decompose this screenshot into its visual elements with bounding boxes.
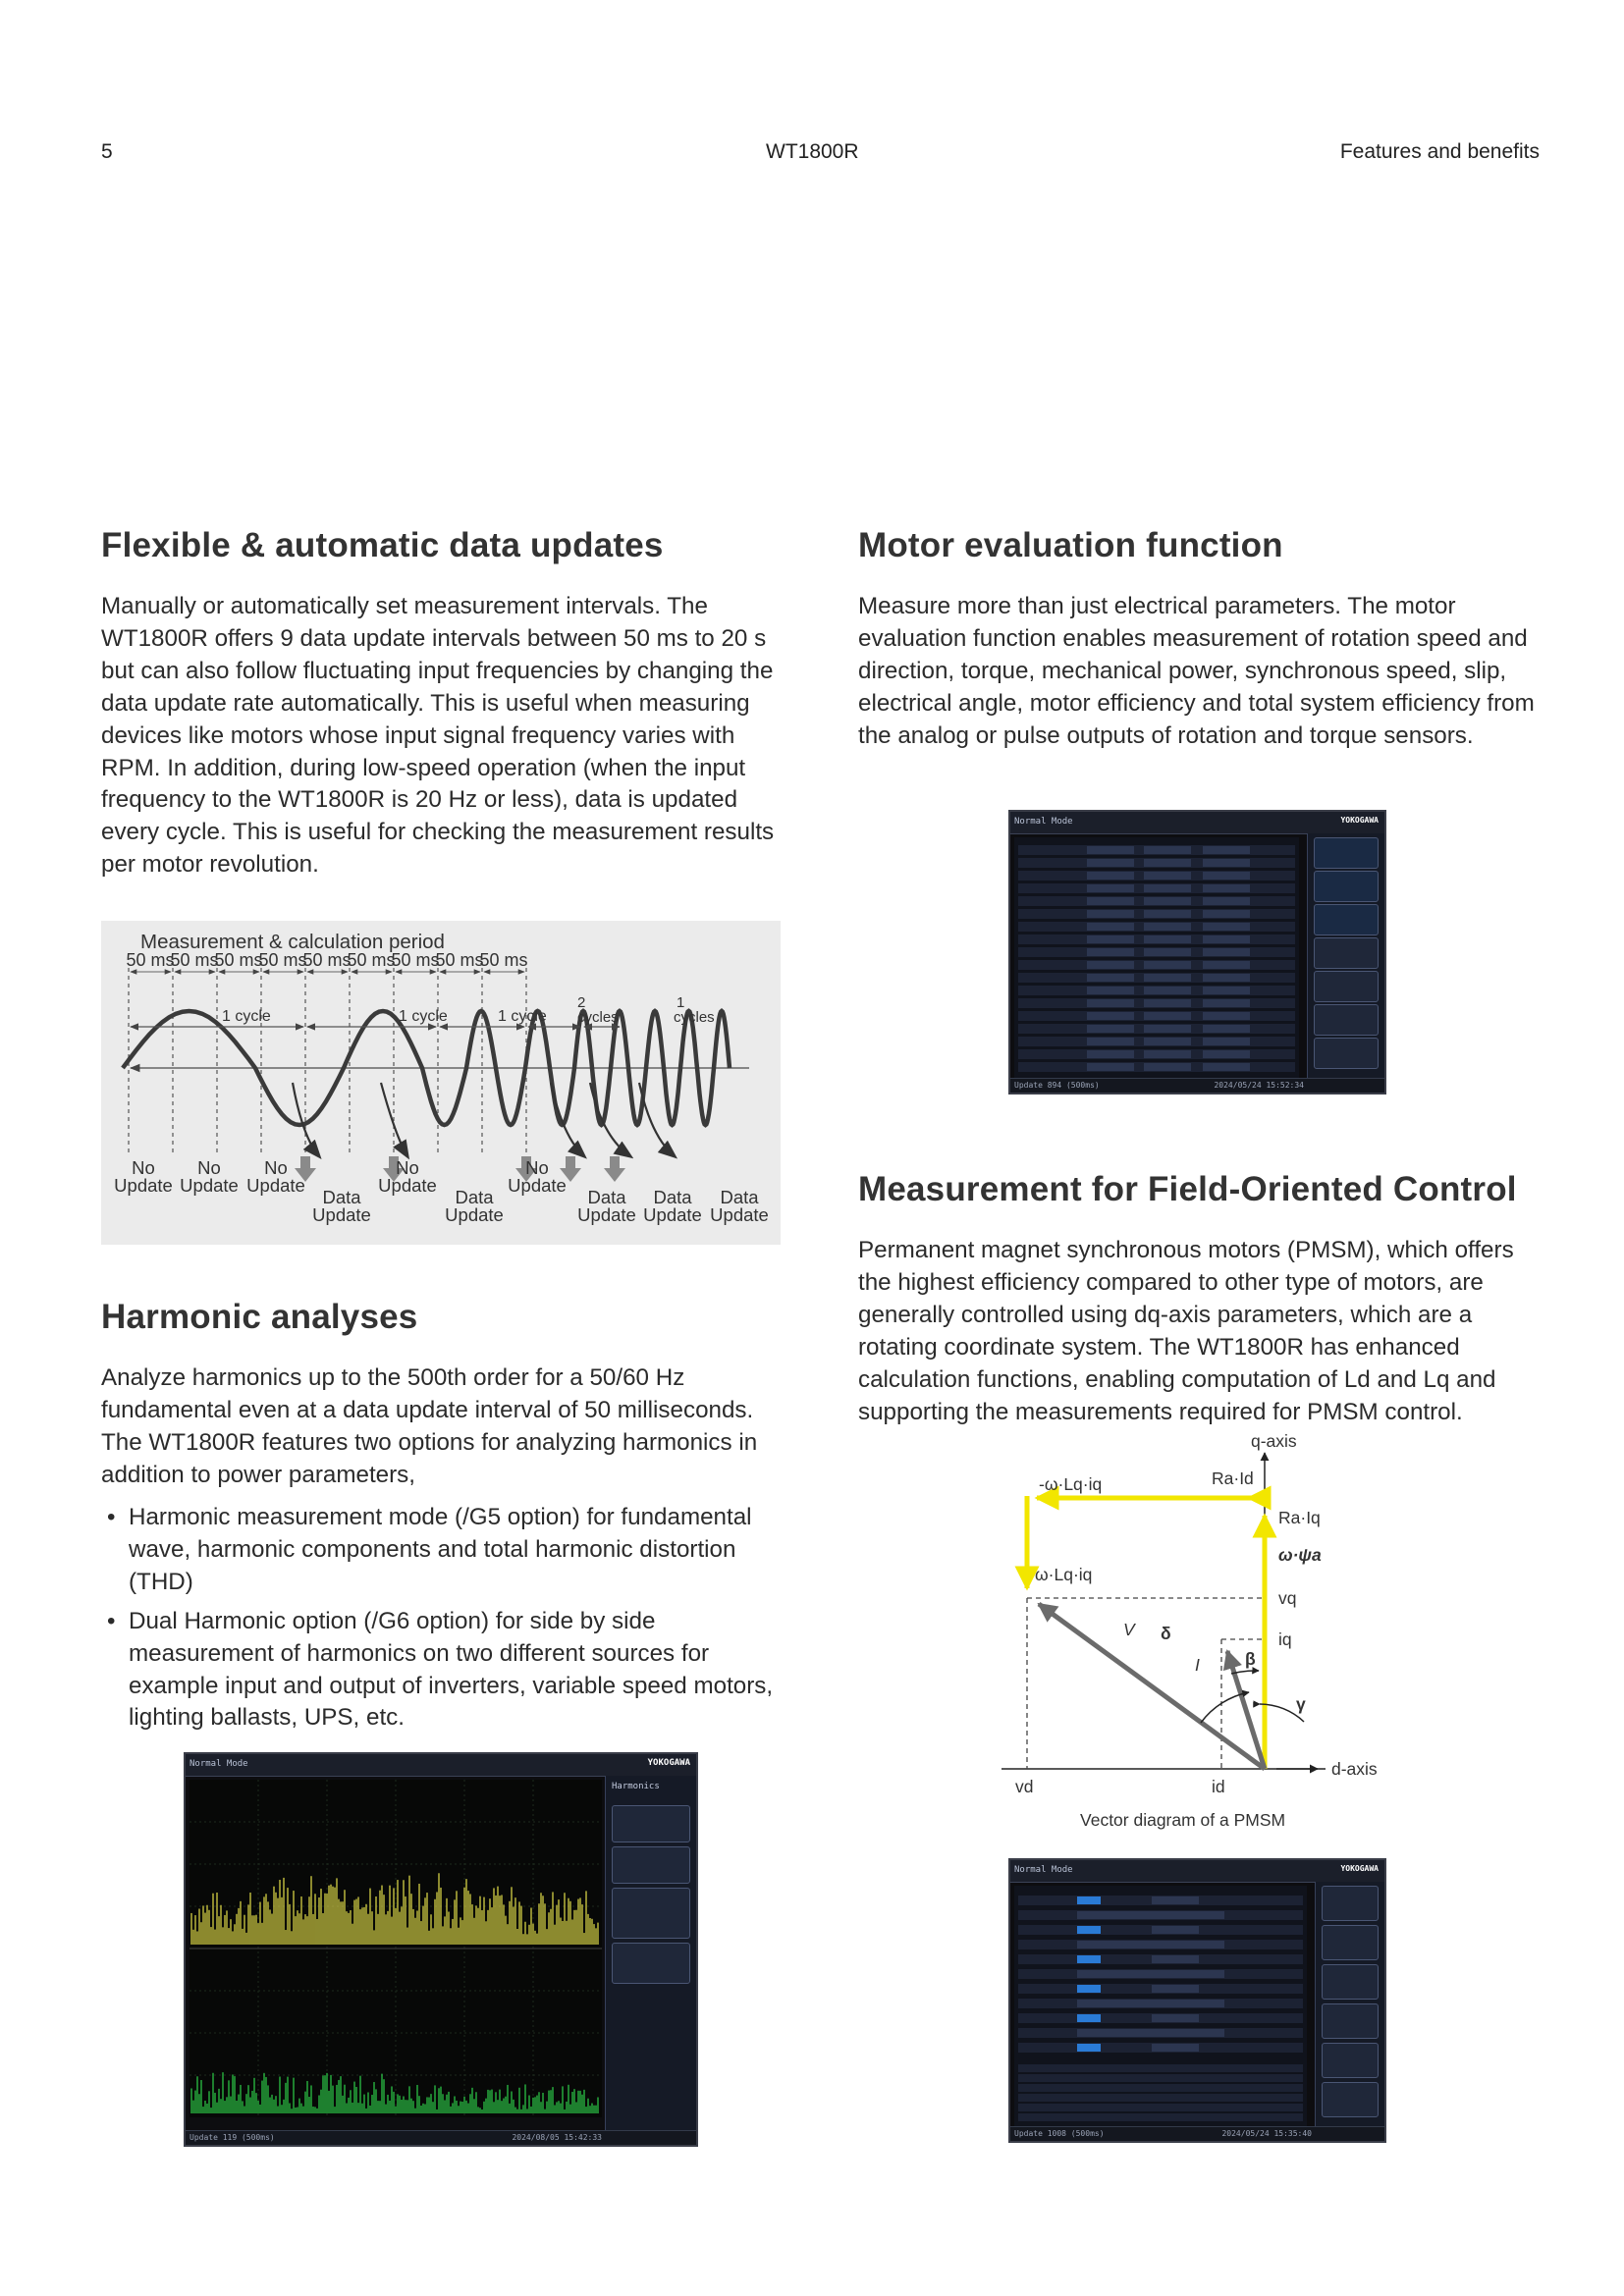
motor-setting-value[interactable] xyxy=(1087,1025,1134,1033)
interval-label: 50 ms xyxy=(302,950,352,970)
interval-label: 50 ms xyxy=(479,950,528,970)
user-function-cell[interactable] xyxy=(1152,1955,1199,1963)
motor-setting-value[interactable] xyxy=(1087,872,1134,880)
motor-element-panel[interactable] xyxy=(1314,904,1379,935)
motor-update-label: Update 894 (500ms) xyxy=(1014,1081,1100,1090)
data-update-line1: Data xyxy=(455,1187,494,1207)
motor-setting-value[interactable] xyxy=(1087,923,1134,931)
motor-setting-value[interactable] xyxy=(1203,1012,1250,1020)
no-update-line1: No xyxy=(396,1157,419,1178)
motor-screenshot xyxy=(1008,810,1386,1095)
user-function-cell[interactable] xyxy=(1077,1896,1101,1904)
motor-setting-value[interactable] xyxy=(1087,1038,1134,1045)
harmonics-menu-title: Harmonics xyxy=(612,1782,660,1791)
motor-setting-value[interactable] xyxy=(1203,872,1250,880)
user-defined-function-table xyxy=(1014,1886,1307,2127)
no-update-line1: No xyxy=(525,1157,549,1178)
motor-setting-value[interactable] xyxy=(1203,846,1250,854)
user-function-result-row xyxy=(1018,2094,1303,2102)
motor-setting-value[interactable] xyxy=(1203,961,1250,969)
harmonic-bullet-list xyxy=(101,1502,779,1741)
user-function-cell[interactable] xyxy=(1077,1926,1101,1934)
product-name: WT1800R xyxy=(766,140,859,163)
cycle-label-1: 1 cycle xyxy=(222,1008,271,1025)
motor-settings-table xyxy=(1014,837,1299,1079)
user-function-cell[interactable] xyxy=(1077,1941,1224,1949)
gamma-label: γ xyxy=(1296,1694,1306,1714)
motor-side-panel xyxy=(1307,833,1384,1079)
motor-setting-value[interactable] xyxy=(1203,935,1250,943)
motor-setting-value[interactable] xyxy=(1087,961,1134,969)
data-update-line2: Update xyxy=(445,1204,504,1225)
no-update-line2: Update xyxy=(508,1175,567,1196)
user-defined-screenshot xyxy=(1008,1858,1386,2143)
data-update-line1: Data xyxy=(322,1187,361,1207)
motor-setting-value[interactable] xyxy=(1087,1063,1134,1071)
motor-setting-value[interactable] xyxy=(1203,884,1250,892)
motor-setting-value[interactable] xyxy=(1203,948,1250,956)
motor-body: Measure more than just electrical parameters. The motor evaluation function enables measurement of rotation speed and direction, torque, mechanical power, synchronous speed, slip, electrical angle, motor efficiency and total system efficiency from the analog or pulse outputs of rotation and torque sensors. xyxy=(858,593,1535,749)
motor-setting-value[interactable] xyxy=(1087,948,1134,956)
data-update-line2: Update xyxy=(710,1204,769,1225)
motor-setting-value[interactable] xyxy=(1144,897,1191,905)
data-update-line1: Data xyxy=(653,1187,692,1207)
user-function-cell[interactable] xyxy=(1152,1896,1199,1904)
motor-setting-value[interactable] xyxy=(1144,987,1191,994)
user-function-cell[interactable] xyxy=(1077,1955,1101,1963)
motor-element-panel[interactable] xyxy=(1314,1038,1379,1069)
motor-setting-value[interactable] xyxy=(1203,1025,1250,1033)
cycles-label-1-bottom: cycles xyxy=(674,1009,715,1026)
motor-screen-brand: YOKOGAWA xyxy=(1340,816,1379,825)
thd-formula-button[interactable] xyxy=(612,1943,690,1984)
user-function-result-row xyxy=(1018,2104,1303,2111)
data-update-marker xyxy=(604,1156,625,1182)
harmonics-side-menu xyxy=(605,1776,696,2131)
user-function-result-row xyxy=(1018,2113,1303,2121)
user-defined-menu-button[interactable] xyxy=(1322,1964,1379,2000)
motor-setting-value[interactable] xyxy=(1203,910,1250,918)
ra-iq-label: Ra·Iq xyxy=(1278,1508,1321,1527)
motor-setting-value[interactable] xyxy=(1087,1050,1134,1058)
d-axis-label: d-axis xyxy=(1331,1759,1378,1779)
data-update-line1: Data xyxy=(720,1187,759,1207)
harmonics-plot-area xyxy=(189,1780,602,2117)
motor-setting-value[interactable] xyxy=(1144,872,1191,880)
user-defined-screen-brand: YOKOGAWA xyxy=(1340,1864,1379,1873)
user-function-cell[interactable] xyxy=(1152,1926,1199,1934)
harmonic-bullet-g6: • Dual Harmonic option (/G6 option) for side by side measurement of harmonics on two different sources for example input and output of inverters, variable speed motors, lighting ballasts, UPS, etc. xyxy=(101,1606,779,1735)
user-function-cell[interactable] xyxy=(1077,1970,1224,1978)
motor-setting-value[interactable] xyxy=(1087,897,1134,905)
motor-setting-value[interactable] xyxy=(1144,961,1191,969)
motor-setting-value[interactable] xyxy=(1144,846,1191,854)
user-function-cell[interactable] xyxy=(1077,2029,1224,2037)
foc-title: Measurement for Field-Oriented Control xyxy=(858,1170,1517,1208)
user-function-cell[interactable] xyxy=(1077,1911,1224,1919)
motor-element-panel[interactable] xyxy=(1314,837,1379,869)
motor-setting-value[interactable] xyxy=(1203,859,1250,867)
motor-setting-value[interactable] xyxy=(1144,1063,1191,1071)
period-diagram xyxy=(101,921,781,1245)
user-defined-screen-footer xyxy=(1010,2126,1384,2141)
motor-element-panel[interactable] xyxy=(1314,971,1379,1002)
motor-setting-value[interactable] xyxy=(1144,923,1191,931)
q-axis-label: q-axis xyxy=(1251,1433,1297,1451)
interval-label: 50 ms xyxy=(258,950,307,970)
v-vector xyxy=(1039,1604,1265,1769)
data-update-line2: Update xyxy=(577,1204,636,1225)
user-defined-screen-topbar xyxy=(1010,1860,1384,1883)
motor-setting-value[interactable] xyxy=(1087,935,1134,943)
i-label: I xyxy=(1195,1655,1200,1675)
motor-element-panel[interactable] xyxy=(1314,937,1379,969)
motor-setting-value[interactable] xyxy=(1087,974,1134,982)
ra-id-label: Ra·Id xyxy=(1212,1468,1254,1488)
data-update-line2: Update xyxy=(643,1204,702,1225)
harmonics-screen-mode: Normal Mode xyxy=(189,1759,248,1769)
flexible-body: Manually or automatically set measurement intervals. The WT1800R offers 9 data update intervals between 50 ms to 20 s but can also follow fluctuating input frequencies by changing the data update rate automatically. This is useful when measuring devices like motors whose input signal frequency varies with RPM. In addition, during low-speed operation (when the input frequency to the WT1800R is 20 Hz or less), data is updated every cycle. This is useful for checking the measurement results per motor revolution. xyxy=(101,593,775,879)
iq-label: iq xyxy=(1278,1629,1292,1649)
no-update-line2: Update xyxy=(378,1175,437,1196)
period-diagram-svg xyxy=(101,921,781,1245)
harmonics-screen-footer xyxy=(186,2130,696,2145)
motor-setting-value[interactable] xyxy=(1087,846,1134,854)
w-lq-iq-label: ω·Lq·iq xyxy=(1035,1565,1093,1584)
motor-setting-value[interactable] xyxy=(1203,923,1250,931)
interval-label: 50 ms xyxy=(435,950,484,970)
motor-setting-value[interactable] xyxy=(1203,974,1250,982)
w-psi-a-label: ω·ψa xyxy=(1278,1545,1322,1565)
id-label: id xyxy=(1212,1777,1225,1796)
motor-screen-mode: Normal Mode xyxy=(1014,817,1073,827)
motor-setting-value[interactable] xyxy=(1087,884,1134,892)
no-update-line2: Update xyxy=(246,1175,305,1196)
motor-setting-value[interactable] xyxy=(1087,859,1134,867)
cycles-label-1-top: 1 xyxy=(677,994,685,1011)
harmonics-screenshot xyxy=(184,1752,698,2147)
harmonics-screen-brand: YOKOGAWA xyxy=(647,1758,690,1768)
harmonics-timestamp: 2024/08/05 15:42:33 xyxy=(512,2133,602,2142)
min-max-order-button[interactable] xyxy=(612,1888,690,1939)
motor-setting-value[interactable] xyxy=(1144,948,1191,956)
motor-screen-topbar xyxy=(1010,812,1384,834)
neg-w-lq-iq-label: -ω·Lq·iq xyxy=(1039,1474,1103,1494)
user-defined-menu-button[interactable] xyxy=(1322,1925,1379,1960)
motor-setting-value[interactable] xyxy=(1203,1050,1250,1058)
user-function-cell[interactable] xyxy=(1152,2044,1199,2052)
cycles-label-2-top: 2 xyxy=(577,994,586,1011)
motor-setting-value[interactable] xyxy=(1144,1025,1191,1033)
user-defined-side-panel xyxy=(1315,1882,1384,2127)
period-diagram-title: Measurement & calculation period xyxy=(140,931,445,953)
section-name: Features and benefits xyxy=(1339,140,1540,163)
motor-setting-value[interactable] xyxy=(1087,987,1134,994)
motor-setting-value[interactable] xyxy=(1087,999,1134,1007)
user-defined-screen-mode: Normal Mode xyxy=(1014,1865,1073,1875)
user-defined-menu-button[interactable] xyxy=(1322,2043,1379,2078)
interval-label: 50 ms xyxy=(214,950,263,970)
cycle-label-3: 1 cycle xyxy=(498,1008,547,1025)
motor-setting-value[interactable] xyxy=(1144,859,1191,867)
no-update-line2: Update xyxy=(114,1175,173,1196)
cycle-label-2: 1 cycle xyxy=(399,1008,448,1025)
no-update-line2: Update xyxy=(180,1175,239,1196)
harmonic-body: Analyze harmonics up to the 500th order for a 50/60 Hz fundamental even at a data update interval of 50 milliseconds. The WT1800R features two options for analyzing harmonics in addition to power parameters, xyxy=(101,1364,758,1488)
pll-source-button[interactable] xyxy=(612,1846,690,1884)
interval-label: 50 ms xyxy=(347,950,396,970)
motor-setting-value[interactable] xyxy=(1144,910,1191,918)
user-function-result-row xyxy=(1018,2064,1303,2072)
motor-setting-value[interactable] xyxy=(1144,1012,1191,1020)
motor-setting-value[interactable] xyxy=(1087,1012,1134,1020)
page-number: 5 xyxy=(101,140,113,163)
vd-label: vd xyxy=(1015,1777,1034,1796)
motor-setting-value[interactable] xyxy=(1144,1038,1191,1045)
interval-label: 50 ms xyxy=(170,950,219,970)
harmonics-update-label: Update 119 (500ms) xyxy=(189,2133,275,2142)
motor-setting-value[interactable] xyxy=(1203,987,1250,994)
user-defined-timestamp: 2024/05/24 15:35:40 xyxy=(1221,2129,1312,2138)
motor-element-panel[interactable] xyxy=(1314,871,1379,902)
no-update-line1: No xyxy=(264,1157,288,1178)
v-label: V xyxy=(1123,1620,1135,1639)
motor-setting-value[interactable] xyxy=(1144,935,1191,943)
user-function-cell[interactable] xyxy=(1077,2044,1101,2052)
interval-label: 50 ms xyxy=(126,950,175,970)
foc-body: Permanent magnet synchronous motors (PMSM), which offers the highest efficiency compared to other type of motors, are generally controlled using dq-axis parameters, which are a rotating coordinate system. The WT1800R has enhanced calculation functions, enabling computation of Ld and Lq and supporting the measurements required for PMSM control. xyxy=(858,1237,1514,1425)
vq-label: vq xyxy=(1278,1588,1297,1608)
no-update-line1: No xyxy=(132,1157,155,1178)
vector-diagram-caption: Vector diagram of a PMSM xyxy=(1080,1810,1286,1830)
data-update-line2: Update xyxy=(312,1204,371,1225)
flexible-title: Flexible & automatic data updates xyxy=(101,526,664,564)
user-function-cell[interactable] xyxy=(1077,1985,1101,1993)
user-defined-menu-button[interactable] xyxy=(1322,1886,1379,1921)
motor-setting-value[interactable] xyxy=(1087,910,1134,918)
motor-timestamp: 2024/05/24 15:52:34 xyxy=(1214,1081,1304,1090)
harmonics-screen-topbar xyxy=(186,1754,696,1777)
user-function-cell[interactable] xyxy=(1077,2014,1101,2022)
harmonic-bullet-g5: • Harmonic measurement mode (/G5 option) for fundamental wave, harmonic components and total harmonic distortion (THD) xyxy=(101,1502,779,1599)
i-vector xyxy=(1227,1651,1265,1769)
motor-screen-footer xyxy=(1010,1078,1384,1093)
motor-setting-value[interactable] xyxy=(1203,897,1250,905)
no-update-line1: No xyxy=(197,1157,221,1178)
delta-label: δ xyxy=(1161,1624,1171,1643)
motor-setting-value[interactable] xyxy=(1144,884,1191,892)
motor-setting-value[interactable] xyxy=(1144,1050,1191,1058)
user-defined-menu-button[interactable] xyxy=(1322,2082,1379,2117)
motor-title: Motor evaluation function xyxy=(858,526,1283,564)
motor-element-panel[interactable] xyxy=(1314,1004,1379,1036)
motor-setting-value[interactable] xyxy=(1203,1038,1250,1045)
pmsm-vector-diagram xyxy=(992,1433,1424,1845)
motor-setting-value[interactable] xyxy=(1144,999,1191,1007)
user-function-result-row xyxy=(1018,2074,1303,2082)
user-function-cell[interactable] xyxy=(1152,2014,1199,2022)
element-settings-button[interactable] xyxy=(612,1805,690,1842)
harmonic-title: Harmonic analyses xyxy=(101,1298,418,1336)
motor-setting-value[interactable] xyxy=(1203,999,1250,1007)
user-defined-update-label: Update 1008 (500ms) xyxy=(1014,2129,1105,2138)
user-defined-menu-button[interactable] xyxy=(1322,2003,1379,2039)
user-function-cell[interactable] xyxy=(1077,2000,1224,2007)
user-function-result-row xyxy=(1018,2084,1303,2092)
user-function-cell[interactable] xyxy=(1152,1985,1199,1993)
motor-setting-value[interactable] xyxy=(1203,1063,1250,1071)
cycles-label-2-bottom: cycles xyxy=(577,1009,619,1026)
beta-label: β xyxy=(1245,1649,1256,1669)
motor-setting-value[interactable] xyxy=(1144,974,1191,982)
interval-label: 50 ms xyxy=(391,950,440,970)
data-update-line1: Data xyxy=(587,1187,626,1207)
